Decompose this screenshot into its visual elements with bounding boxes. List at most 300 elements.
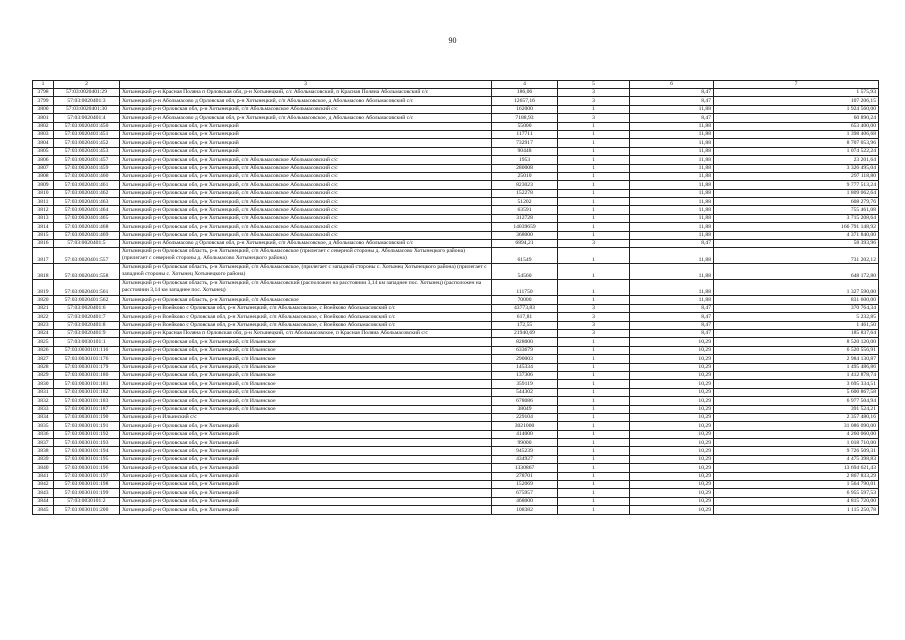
- address-cell: Хотынецкий р-н Орловская обл, р-н Хотынецкий, с/п Ильинское: [120, 380, 492, 388]
- rate-cell: 10,29: [630, 363, 714, 371]
- category-cell: 3: [558, 240, 630, 248]
- category-cell: 1: [558, 139, 630, 147]
- address-cell: Хотынецкий р-н Орловская обл, р-н Хотынецкий: [120, 439, 492, 447]
- rate-cell: 10,29: [630, 380, 714, 388]
- address-cell: Хотынецкий р-н Орловская обл, р-н Хотынецкий, с/п Ильинское: [120, 371, 492, 379]
- table-row: [33, 464, 879, 472]
- rate-cell: 11,88: [630, 164, 714, 172]
- row-number: 3802: [33, 122, 54, 130]
- rate-cell: 10,29: [630, 464, 714, 472]
- row-number: 3801: [33, 114, 54, 122]
- rate-cell: 11,88: [630, 280, 714, 296]
- area-cell: 3021000: [492, 422, 558, 430]
- value-cell: 31 086 090,00: [714, 422, 879, 430]
- cadastral-number: 57:03:0030101:180: [54, 371, 120, 379]
- rate-cell: 10,29: [630, 489, 714, 497]
- table-row: [33, 430, 879, 438]
- address-cell: Хотынецкий р-н Орловская обл, р-н Хотынецкий, с/п Абольмасовское Абольмасовский с/с: [120, 198, 492, 206]
- category-cell: 1: [558, 172, 630, 180]
- row-number: 3809: [33, 181, 54, 189]
- area-cell: 162000: [492, 105, 558, 113]
- area-cell: 617,81: [492, 313, 558, 321]
- cadastral-number: 57:03:0020401:450: [54, 122, 120, 130]
- cadastral-number: 57:03:0020401:451: [54, 130, 120, 138]
- category-cell: 1: [558, 346, 630, 354]
- value-cell: 5 600 867,58: [714, 388, 879, 396]
- area-cell: 137306: [492, 371, 558, 379]
- category-cell: 1: [558, 430, 630, 438]
- cadastral-number: 57:03:0030101:116: [54, 346, 120, 354]
- rate-cell: 8,47: [630, 304, 714, 312]
- cadastral-number: 57:03:0030101:198: [54, 481, 120, 489]
- category-cell: 1: [558, 422, 630, 430]
- area-cell: 290003: [492, 355, 558, 363]
- table-row: [33, 97, 879, 105]
- area-cell: 38049: [492, 405, 558, 413]
- area-cell: 544302: [492, 388, 558, 396]
- column-header: 6: [630, 81, 714, 89]
- address-cell: Хотынецкий р-н Орловская обл, р-н Хотынецкий: [120, 130, 492, 138]
- rate-cell: 8,47: [630, 329, 714, 337]
- cadastral-number: 57:03:0020401:561: [54, 280, 120, 296]
- address-cell: Хотынецкий р-н Орловская обл, р-н Хотынецкий: [120, 489, 492, 497]
- area-cell: 828000: [492, 338, 558, 346]
- address-cell: Хотынецкий р-н Орловская обл, р-н Хотынецкий, с/п Ильинское: [120, 346, 492, 354]
- address-cell: Хотынецкий р-н Абольмасово д Орловская обл, р-н Хотынецкий, с/п Абольмасовское, д Абольмасово Абольмасовский с/с: [120, 114, 492, 122]
- row-number: 3843: [33, 489, 54, 497]
- row-number: 3813: [33, 214, 54, 222]
- category-cell: 1: [558, 338, 630, 346]
- category-cell: 1: [558, 105, 630, 113]
- category-cell: 1: [558, 355, 630, 363]
- cadastral-number: 57:03:0020401:5: [54, 240, 120, 248]
- area-cell: 312728: [492, 214, 558, 222]
- cadastral-number: 57:03:0030101:200: [54, 506, 120, 514]
- cadastral-number: 57:03:0030101:193: [54, 439, 120, 447]
- category-cell: 1: [558, 156, 630, 164]
- table-row: [33, 164, 879, 172]
- table-row: [33, 455, 879, 463]
- table-row: [33, 139, 879, 147]
- value-cell: 185 837,64: [714, 329, 879, 337]
- category-cell: 1: [558, 397, 630, 405]
- row-number: 3825: [33, 338, 54, 346]
- row-number: 3840: [33, 464, 54, 472]
- row-number: 3824: [33, 329, 54, 337]
- cadastral-number: 57:03:0020401:468: [54, 223, 120, 231]
- table-row: [33, 506, 879, 514]
- area-cell: 7188,93: [492, 114, 558, 122]
- cadastral-number: 57:03:0030101:181: [54, 380, 120, 388]
- table-row: [33, 304, 879, 312]
- address-cell: Хотынецкий р-н Орловская обл, р-н Хотынецкий, с/п Абольмасовское Абольмасовский с/с: [120, 231, 492, 239]
- value-cell: 13 694 621,43: [714, 464, 879, 472]
- category-cell: 3: [558, 321, 630, 329]
- category-cell: 1: [558, 181, 630, 189]
- address-cell: Хотынецкий р-н Воейково с Орловская обл, р-н Хотынецкий, с/п Абольмасовское, с Воейково Абольмасовский с/с: [120, 304, 492, 312]
- address-cell: Хотынецкий р-н Орловская обл, р-н Хотынецкий: [120, 464, 492, 472]
- rate-cell: 10,29: [630, 455, 714, 463]
- row-number: 3808: [33, 172, 54, 180]
- category-cell: 1: [558, 489, 630, 497]
- value-cell: 6 977 504,94: [714, 397, 879, 405]
- table-row: [33, 405, 879, 413]
- value-cell: 1 495 486,86: [714, 363, 879, 371]
- value-cell: 6 955 597,53: [714, 489, 879, 497]
- rate-cell: 8,47: [630, 114, 714, 122]
- area-cell: 633679: [492, 346, 558, 354]
- land-registry-table: [32, 80, 879, 515]
- cadastral-number: 57:03:0020401:30: [54, 105, 120, 113]
- row-number: 3836: [33, 430, 54, 438]
- area-cell: 732917: [492, 139, 558, 147]
- category-cell: 1: [558, 296, 630, 304]
- column-header: 5: [558, 81, 630, 89]
- value-cell: 391 524,21: [714, 405, 879, 413]
- row-number: 3806: [33, 156, 54, 164]
- row-number: 3823: [33, 321, 54, 329]
- row-number: 3820: [33, 296, 54, 304]
- row-number: 3828: [33, 363, 54, 371]
- cadastral-number: 57:03:0030101:190: [54, 413, 120, 421]
- value-cell: 3 695 334,51: [714, 380, 879, 388]
- row-number: 3800: [33, 105, 54, 113]
- table-row: [33, 240, 879, 248]
- address-cell: Хотынецкий р-н Орловская обл, р-н Хотынецкий: [120, 481, 492, 489]
- rate-cell: 11,88: [630, 189, 714, 197]
- value-cell: 1 398 406,68: [714, 130, 879, 138]
- address-cell: Хотынецкий р-н Орловская обл, р-н Хотынецкий: [120, 430, 492, 438]
- row-number: 3829: [33, 371, 54, 379]
- table-row: [33, 346, 879, 354]
- table-row: [33, 472, 879, 480]
- rate-cell: 11,88: [630, 198, 714, 206]
- area-cell: 468000: [492, 497, 558, 505]
- table-row: [33, 439, 879, 447]
- table-header-row: [33, 81, 879, 89]
- table-row: [33, 264, 879, 280]
- category-cell: 1: [558, 497, 630, 505]
- rate-cell: 8,47: [630, 240, 714, 248]
- value-cell: 6 520 556,91: [714, 346, 879, 354]
- rate-cell: 10,29: [630, 397, 714, 405]
- value-cell: 5 232,85: [714, 313, 879, 321]
- value-cell: 1 575,93: [714, 89, 879, 97]
- area-cell: 678086: [492, 397, 558, 405]
- table-row: [33, 413, 879, 421]
- rate-cell: 10,29: [630, 447, 714, 455]
- area-cell: 1953: [492, 156, 558, 164]
- rate-cell: 11,88: [630, 223, 714, 231]
- value-cell: 1 115 250,78: [714, 506, 879, 514]
- column-header: 2: [54, 81, 120, 89]
- address-cell: Хотынецкий р-н Орловская область, р-н Хотынецкий, с/п Абольмасовский (расположен на расстоянии 3,14 км западнее пос. Хотынец) (расположен на расстоянии 3,14 км западнее пос. Хотынец): [120, 280, 492, 296]
- area-cell: 43773,83: [492, 304, 558, 312]
- table-row: [33, 380, 879, 388]
- rate-cell: 10,29: [630, 405, 714, 413]
- address-cell: Хотынецкий р-н Орловская обл, р-н Хотынецкий: [120, 506, 492, 514]
- value-cell: 370 764,34: [714, 304, 879, 312]
- table-row: [33, 371, 879, 379]
- table-row: [33, 296, 879, 304]
- cadastral-number: 57:03:0030101:196: [54, 464, 120, 472]
- row-number: 3814: [33, 223, 54, 231]
- address-cell: Хотынецкий р-н Орловская обл, р-н Хотынецкий, с/п Абольмасовское Абольмасовский с/с: [120, 206, 492, 214]
- cadastral-number: 57:03:0030101:197: [54, 472, 120, 480]
- address-cell: Хотынецкий р-н Орловская обл, р-н Хотынецкий, с/п Абольмасовское Абольмасовский с/с: [120, 189, 492, 197]
- value-cell: 3 715 208,64: [714, 214, 879, 222]
- area-cell: 61549: [492, 248, 558, 264]
- table-row: [33, 231, 879, 239]
- address-cell: Хотынецкий р-н Абольмасово д Орловская обл, р-н Хотынецкий, с/п Абольмасовское, д Абольмасово Абольмасовский с/с: [120, 97, 492, 105]
- value-cell: 1 327 590,00: [714, 280, 879, 296]
- address-cell: Хотынецкий р-н Орловская обл, р-н Хотынецкий, с/п Ильинское: [120, 338, 492, 346]
- category-cell: 1: [558, 164, 630, 172]
- row-number: 3831: [33, 388, 54, 396]
- value-cell: 9 777 513,24: [714, 181, 879, 189]
- row-number: 3826: [33, 346, 54, 354]
- value-cell: 1 461,50: [714, 321, 879, 329]
- address-cell: Хотынецкий р-н Орловская обл, р-н Хотынецкий, с/п Абольмасовское Абольмасовский с/с: [120, 223, 492, 231]
- area-cell: 172,55: [492, 321, 558, 329]
- row-number: 3816: [33, 240, 54, 248]
- address-cell: Хотынецкий р-н Орловская обл, р-н Хотынецкий: [120, 455, 492, 463]
- value-cell: 4 260 060,00: [714, 430, 879, 438]
- value-cell: 2 357 480,16: [714, 413, 879, 421]
- table-row: [33, 206, 879, 214]
- category-cell: 1: [558, 264, 630, 280]
- category-cell: 1: [558, 198, 630, 206]
- table-row: [33, 147, 879, 155]
- category-cell: 1: [558, 223, 630, 231]
- rate-cell: 11,88: [630, 139, 714, 147]
- rate-cell: 11,88: [630, 231, 714, 239]
- row-number: 3845: [33, 506, 54, 514]
- area-cell: 21940,69: [492, 329, 558, 337]
- area-cell: 25010: [492, 172, 558, 180]
- cadastral-number: 57:03:0020401:469: [54, 231, 120, 239]
- row-number: 3798: [33, 89, 54, 97]
- cadastral-number: 57:03:0030101:2: [54, 497, 120, 505]
- table-row: [33, 447, 879, 455]
- category-cell: 1: [558, 506, 630, 514]
- category-cell: 1: [558, 464, 630, 472]
- cadastral-number: 57:03:0020401:8: [54, 321, 120, 329]
- rate-cell: 11,88: [630, 156, 714, 164]
- cadastral-number: 57:03:0020401:562: [54, 296, 120, 304]
- table-row: [33, 280, 879, 296]
- cadastral-number: 57:03:0030101:182: [54, 388, 120, 396]
- address-cell: Хотынецкий р-н Орловская обл, р-н Хотынецкий: [120, 147, 492, 155]
- cadastral-number: 57:03:0020401:557: [54, 248, 120, 264]
- value-cell: 653 400,00: [714, 122, 879, 130]
- value-cell: 8 707 053,96: [714, 139, 879, 147]
- area-cell: 14039659: [492, 223, 558, 231]
- address-cell: Хотынецкий р-н Орловская область, р-н Хотынецкий, с/п Абольмасовское, (прилегает с западной стороны с. Хотынец Хотынецкого района) (прилегает с западной стороны с. Хотынец Хотынецкого района): [120, 264, 492, 280]
- rate-cell: 10,29: [630, 472, 714, 480]
- table-row: [33, 105, 879, 113]
- value-cell: 8 520 120,00: [714, 338, 879, 346]
- value-cell: 3 326 495,04: [714, 164, 879, 172]
- area-cell: 229104: [492, 413, 558, 421]
- value-cell: 1 074 522,24: [714, 147, 879, 155]
- table-row: [33, 89, 879, 97]
- rate-cell: 11,88: [630, 181, 714, 189]
- value-cell: 4 475 398,83: [714, 455, 879, 463]
- row-number: 3803: [33, 130, 54, 138]
- rate-cell: 10,29: [630, 388, 714, 396]
- address-cell: Хотынецкий р-н Орловская обл, р-н Хотынецкий, с/п Ильинское: [120, 397, 492, 405]
- address-cell: Хотынецкий р-н Воейково с Орловская обл, р-н Хотынецкий, с/п Абольмасовское, с Воейково Абольмасовский с/с: [120, 321, 492, 329]
- area-cell: 6894,21: [492, 240, 558, 248]
- rate-cell: 8,47: [630, 97, 714, 105]
- area-cell: 54560: [492, 264, 558, 280]
- area-cell: 186,06: [492, 89, 558, 97]
- cadastral-number: 57:03:0030101:179: [54, 363, 120, 371]
- table-row: [33, 355, 879, 363]
- cadastral-number: 57:03:0020401:461: [54, 181, 120, 189]
- address-cell: Хотынецкий р-н Орловская обл, р-н Хотынецкий, с/п Абольмасовское Абольмасовский с/с: [120, 172, 492, 180]
- category-cell: 1: [558, 413, 630, 421]
- cadastral-number: 57:03:0020401:462: [54, 189, 120, 197]
- address-cell: Хотынецкий р-н Орловская обл, р-н Хотынецкий, с/п Абольмасовское Абольмасовский с/с: [120, 156, 492, 164]
- row-number: 3837: [33, 439, 54, 447]
- value-cell: 2 867 833,29: [714, 472, 879, 480]
- rate-cell: 10,29: [630, 481, 714, 489]
- value-cell: 1 924 560,00: [714, 105, 879, 113]
- rate-cell: 11,88: [630, 214, 714, 222]
- value-cell: 4 815 720,00: [714, 497, 879, 505]
- area-cell: 359119: [492, 380, 558, 388]
- table-row: [33, 223, 879, 231]
- category-cell: 1: [558, 130, 630, 138]
- category-cell: 3: [558, 89, 630, 97]
- value-cell: 107 206,15: [714, 97, 879, 105]
- address-cell: Хотынецкий р-н Орловская обл, р-н Хотынецкий: [120, 447, 492, 455]
- row-number: 3799: [33, 97, 54, 105]
- area-cell: 368000: [492, 231, 558, 239]
- cadastral-number: 57:03:0020401:453: [54, 147, 120, 155]
- rate-cell: 11,88: [630, 130, 714, 138]
- category-cell: 1: [558, 189, 630, 197]
- value-cell: 731 202,12: [714, 248, 879, 264]
- area-cell: 108382: [492, 506, 558, 514]
- rate-cell: 10,29: [630, 497, 714, 505]
- cadastral-number: 57:03:0030101:191: [54, 422, 120, 430]
- address-cell: Хотынецкий р-н Красная Поляна п Орловская обл, р-н Хотынецкий, с/п Абольмасовское, п Красная Поляна Абольмасовский с/с: [120, 329, 492, 337]
- address-cell: Хотынецкий р-н Орловская обл, р-н Хотынецкий, с/п Ильинское: [120, 355, 492, 363]
- row-number: 3830: [33, 380, 54, 388]
- rate-cell: 11,88: [630, 206, 714, 214]
- address-cell: Хотынецкий р-н Красная Поляна п Орловская обл, р-н Хотынецкий, с/с Абольмасовский, п Красная Поляна Абольмасовский с/с: [120, 89, 492, 97]
- value-cell: 1 809 062,64: [714, 189, 879, 197]
- area-cell: 90448: [492, 147, 558, 155]
- row-number: 3835: [33, 422, 54, 430]
- address-cell: Хотынецкий р-н Орловская обл, р-н Хотынецкий: [120, 497, 492, 505]
- area-cell: 63591: [492, 206, 558, 214]
- category-cell: 1: [558, 380, 630, 388]
- rate-cell: 8,47: [630, 313, 714, 321]
- address-cell: Хотынецкий р-н Орловская обл, р-н Хотынецкий: [120, 422, 492, 430]
- table-row: [33, 497, 879, 505]
- address-cell: Хотынецкий р-н Орловская обл, р-н Хотынецкий, с/п Абольмасовское Абольмасовский с/с: [120, 214, 492, 222]
- rate-cell: 10,29: [630, 338, 714, 346]
- table-row: [33, 338, 879, 346]
- address-cell: Хотынецкий р-н Орловская обл, р-н Хотынецкий, с/п Абольмасовское Абольмасовский с/с: [120, 164, 492, 172]
- category-cell: 1: [558, 147, 630, 155]
- value-cell: 58 393,96: [714, 240, 879, 248]
- area-cell: 145334: [492, 363, 558, 371]
- row-number: 3827: [33, 355, 54, 363]
- rate-cell: 10,29: [630, 506, 714, 514]
- row-number: 3811: [33, 198, 54, 206]
- area-cell: 51202: [492, 198, 558, 206]
- area-cell: 152069: [492, 481, 558, 489]
- area-cell: 1330867: [492, 464, 558, 472]
- table-row: [33, 214, 879, 222]
- rate-cell: 11,88: [630, 248, 714, 264]
- area-cell: 434927: [492, 455, 558, 463]
- row-number: 3818: [33, 264, 54, 280]
- column-header: 3: [120, 81, 492, 89]
- row-number: 3805: [33, 147, 54, 155]
- value-cell: 60 890,24: [714, 114, 879, 122]
- row-number: 3810: [33, 189, 54, 197]
- cadastral-number: 57:03:0030101:192: [54, 430, 120, 438]
- table-row: [33, 363, 879, 371]
- value-cell: 1 564 790,01: [714, 481, 879, 489]
- rate-cell: 11,88: [630, 264, 714, 280]
- category-cell: 1: [558, 371, 630, 379]
- address-cell: Хотынецкий р-н Орловская обл, р-н Хотынецкий, с/п Абольмасовское Абольмасовский с/с: [120, 105, 492, 113]
- cadastral-number: 57:03:0030101:1: [54, 338, 120, 346]
- cadastral-number: 57:03:0020401:558: [54, 264, 120, 280]
- area-cell: 414000: [492, 430, 558, 438]
- value-cell: 2 984 130,87: [714, 355, 879, 363]
- category-cell: 1: [558, 280, 630, 296]
- row-number: 3839: [33, 455, 54, 463]
- cadastral-number: 57:03:0020401:6: [54, 304, 120, 312]
- row-number: 3844: [33, 497, 54, 505]
- cadastral-number: 57:03:0030101:194: [54, 447, 120, 455]
- page-number: 90: [448, 36, 457, 45]
- row-number: 3834: [33, 413, 54, 421]
- rate-cell: 10,29: [630, 430, 714, 438]
- address-cell: Хотынецкий р-н Орловская обл, р-н Хотынецкий, с/п Ильинское: [120, 405, 492, 413]
- cadastral-number: 57:03:0020401:9: [54, 329, 120, 337]
- table-row: [33, 313, 879, 321]
- table-row: [33, 156, 879, 164]
- value-cell: 297 118,80: [714, 172, 879, 180]
- cadastral-number: 57:03:0030101:195: [54, 455, 120, 463]
- cadastral-number: 57:03:0020401:464: [54, 206, 120, 214]
- value-cell: 755 461,08: [714, 206, 879, 214]
- table-row: [33, 489, 879, 497]
- area-cell: 70000: [492, 296, 558, 304]
- address-cell: Хотынецкий р-н Орловская обл, р-н Хотынецкий, с/п Ильинское: [120, 388, 492, 396]
- rate-cell: 10,29: [630, 355, 714, 363]
- rate-cell: 10,29: [630, 371, 714, 379]
- table-row: [33, 114, 879, 122]
- row-number: 3832: [33, 397, 54, 405]
- category-cell: 3: [558, 329, 630, 337]
- area-cell: 278701: [492, 472, 558, 480]
- area-cell: 823023: [492, 181, 558, 189]
- area-cell: 111750: [492, 280, 558, 296]
- address-cell: Хотынецкий р-н Орловская обл, р-н Хотынецкий: [120, 472, 492, 480]
- column-header: 4: [492, 81, 558, 89]
- table-row: [33, 422, 879, 430]
